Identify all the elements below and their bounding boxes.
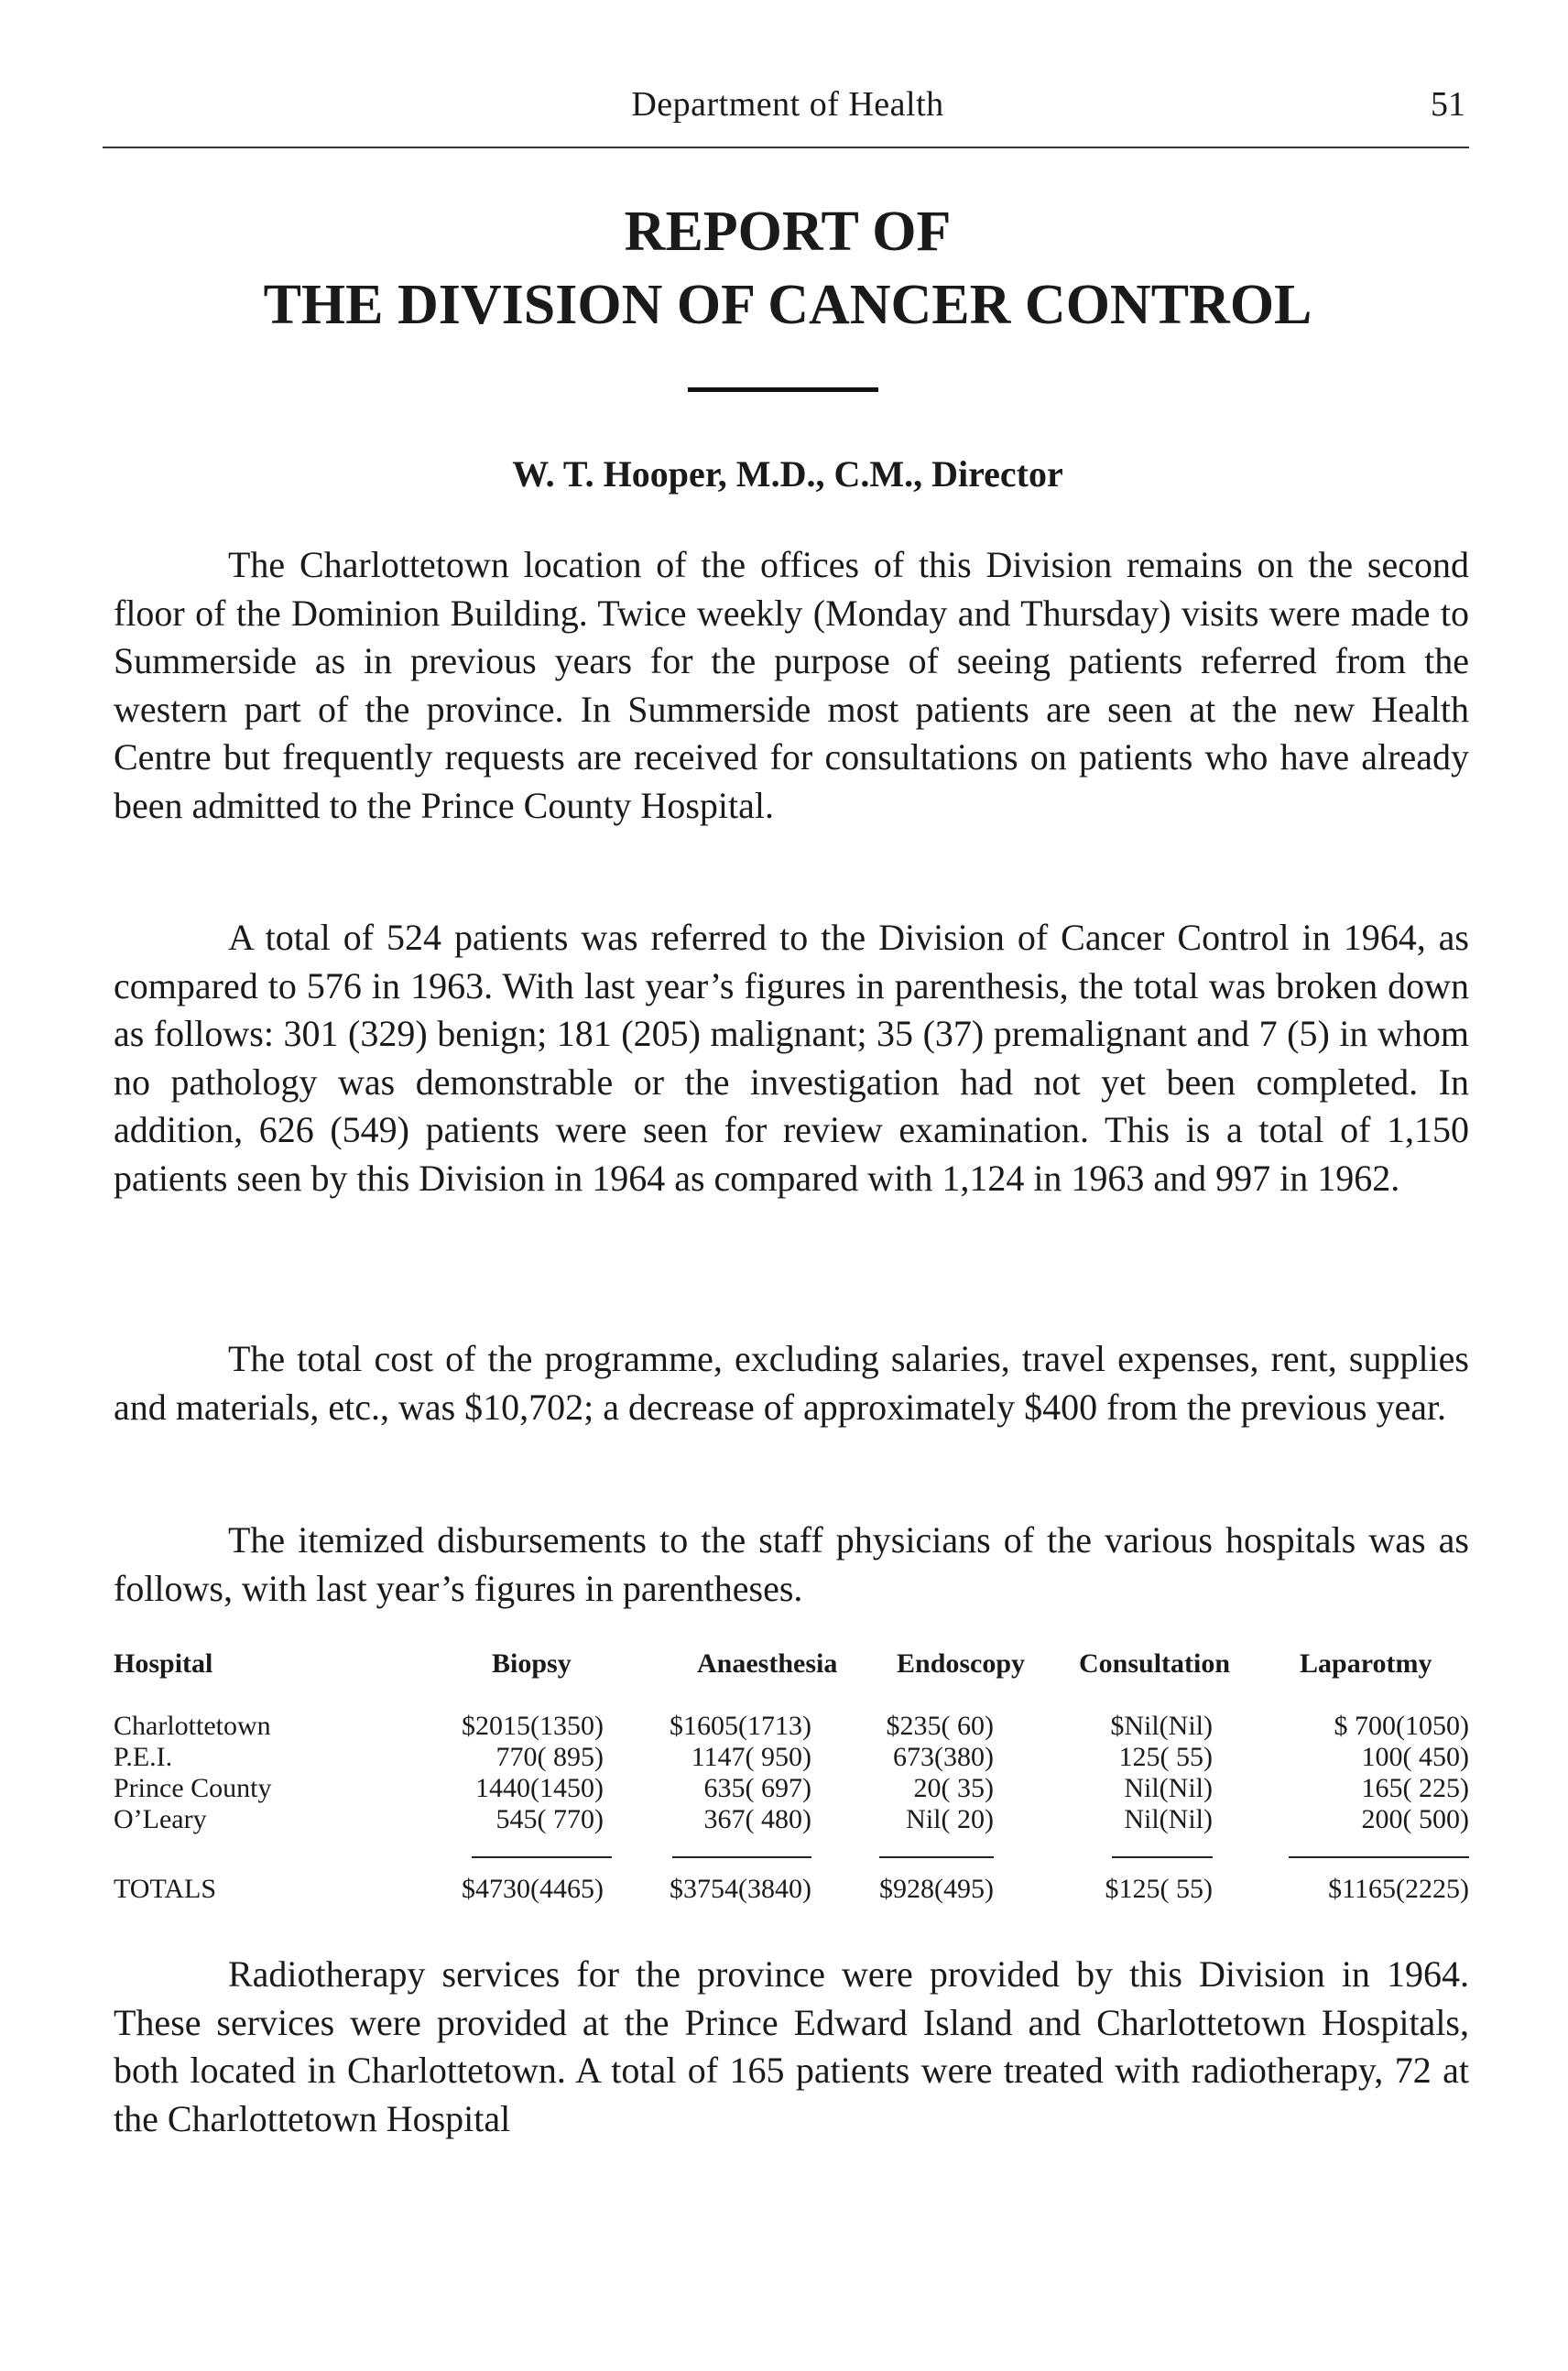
table-header-anaesthesia: Anaesthesia: [697, 1648, 838, 1679]
header-rule: [103, 147, 1469, 148]
table-totals-label: TOTALS: [114, 1874, 217, 1904]
table-cell: $2015(1350): [462, 1711, 604, 1741]
paragraph-radiotherapy: Radiotherapy services for the province were provided by this Division in 1964. These services were provided at the Prince Edward Island and Charlottetown Hospitals, both located in Charlottetown. A total of 165 patients were treated with radiotherapy, 72 at the Charlottetown Hospital: [114, 1953, 1469, 2139]
table-header-hospital: Hospital: [114, 1648, 213, 1679]
title-divider: [688, 387, 878, 392]
running-header: [110, 84, 1465, 139]
table-cell: 545( 770): [495, 1804, 604, 1834]
header-title: Department of Health: [631, 85, 944, 124]
report-title-line-1: REPORT OF: [624, 201, 952, 263]
table-total-cell: $3754(3840): [670, 1874, 811, 1904]
table-cell: O’Leary: [114, 1804, 207, 1834]
totals-rule: [1112, 1856, 1213, 1858]
table-cell: 125( 55): [1118, 1742, 1213, 1772]
table-cell: P.E.I.: [114, 1742, 173, 1772]
paragraph-disbursements-intro: The itemized disbursements to the staff physicians of the various hospitals was as follows, with last year’s figures in parentheses.: [114, 1519, 1469, 1609]
table-header-laparotmy: Laparotmy: [1300, 1648, 1432, 1679]
disbursements-table: [114, 1648, 1469, 1923]
table-cell: $Nil(Nil): [1110, 1711, 1213, 1741]
table-cell: $ 700(1050): [1334, 1711, 1469, 1741]
table-total-cell: $125( 55): [1105, 1874, 1213, 1904]
table-cell: 1147( 950): [691, 1742, 811, 1772]
table-cell: $235( 60): [886, 1711, 994, 1741]
paragraph-programme-cost: The total cost of the programme, excluding salaries, travel expenses, rent, supplies and materials, etc., was $10,702; a decrease of approximately $400 from the previous year.: [114, 1338, 1469, 1428]
totals-rule: [472, 1856, 612, 1858]
totals-rule: [1289, 1856, 1469, 1858]
table-cell: 165( 225): [1361, 1773, 1469, 1803]
table-cell: 770( 895): [495, 1742, 604, 1772]
table-cell: Charlottetown: [114, 1711, 271, 1741]
table-cell: Nil( 20): [906, 1804, 994, 1834]
table-cell: 20( 35): [913, 1773, 994, 1803]
table-total-cell: $928(495): [879, 1874, 994, 1904]
table-header-consultation: Consultation: [1079, 1648, 1231, 1679]
table-cell: 367( 480): [703, 1804, 811, 1834]
table-cell: Nil(Nil): [1124, 1773, 1213, 1803]
table-cell: 200( 500): [1361, 1804, 1469, 1834]
byline: W. T. Hooper, M.D., C.M., Director: [512, 453, 1063, 495]
table-cell: Nil(Nil): [1124, 1804, 1213, 1834]
table-cell: 635( 697): [703, 1773, 811, 1803]
table-cell: $1605(1713): [670, 1711, 811, 1741]
table-cell: Prince County: [114, 1773, 272, 1803]
table-total-cell: $4730(4465): [462, 1874, 604, 1904]
table-header-endoscopy: Endoscopy: [897, 1648, 1026, 1679]
paragraph-location: The Charlottetown location of the offices of this Division remains on the second floor of the Dominion Building. Twice weekly (Monday and Thursday) visits were made to Summerside as in previous years for the purpose of seeing patients referred from the western part of the province. In Summerside most patients are seen at the new Health Centre but frequently requests are received for consultations on patients who have already been admitted to the Prince County Hospital.: [114, 544, 1469, 826]
table-cell: 1440(1450): [475, 1773, 604, 1803]
table-cell: 673(380): [893, 1742, 994, 1772]
page-number: 51: [1431, 85, 1465, 124]
table-total-cell: $1165(2225): [1328, 1874, 1469, 1904]
table-cell: 100( 450): [1361, 1742, 1469, 1772]
table-header-biopsy: Biopsy: [492, 1648, 572, 1679]
totals-rule: [672, 1856, 811, 1858]
totals-rule: [879, 1856, 994, 1858]
report-title-line-2: THE DIVISION OF CANCER CONTROL: [263, 274, 1312, 336]
paragraph-patient-totals: A total of 524 patients was referred to the Division of Cancer Control in 1964, as compared to 576 in 1963. With last year’s figures in parenthesis, the total was broken down as follows: 301 (329) benign; 181 (205) malignant; 35 (37) premalignant and 7 (5) in whom no pathology was demonstrable or the investigation had not yet been completed. In addition, 626 (549) patients were seen for review examination. This is a total of 1,150 patients seen by this Division in 1964 as compared with 1,124 in 1963 and 997 in 1962.: [114, 917, 1469, 1199]
